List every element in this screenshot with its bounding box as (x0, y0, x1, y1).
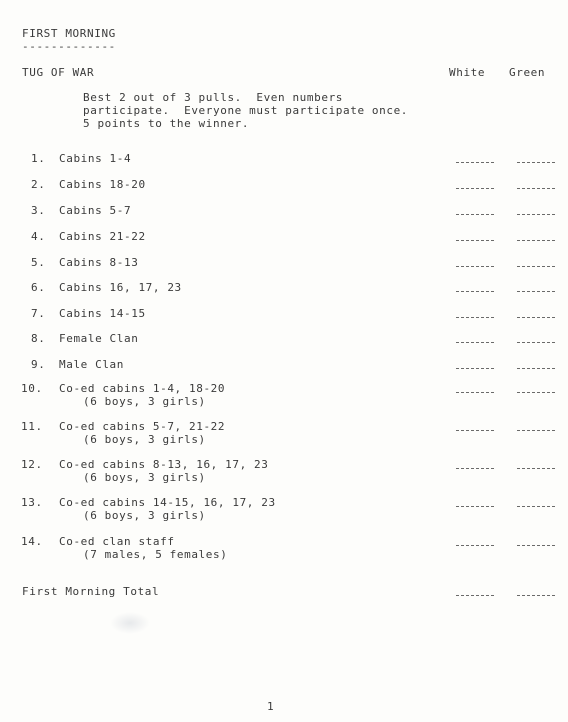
row-label: Co-ed cabins 14-15, 16, 17, 23 (59, 496, 276, 509)
row-sublabel: (6 boys, 3 girls) (83, 471, 206, 484)
row-label: Cabins 1-4 (59, 152, 132, 165)
row-number: 10. (21, 382, 43, 395)
row-label: Male Clan (59, 358, 125, 371)
green-score-blank[interactable] (517, 240, 555, 241)
green-score-blank[interactable] (517, 545, 555, 546)
row-number: 9. (31, 358, 46, 371)
green-score-blank[interactable] (517, 188, 555, 189)
white-score-blank[interactable] (456, 240, 494, 241)
green-score-blank[interactable] (517, 342, 555, 343)
column-header-white: White (449, 66, 486, 79)
row-number: 11. (21, 420, 43, 433)
white-score-blank[interactable] (456, 291, 494, 292)
total-label: First Morning Total (22, 585, 160, 598)
paper-smudge (110, 612, 150, 634)
white-score-blank[interactable] (456, 392, 494, 393)
row-number: 3. (31, 204, 46, 217)
row-sublabel: (6 boys, 3 girls) (83, 433, 206, 446)
white-score-blank[interactable] (456, 162, 494, 163)
white-score-blank[interactable] (456, 214, 494, 215)
row-sublabel: (7 males, 5 females) (83, 548, 228, 561)
row-label: Co-ed cabins 5-7, 21-22 (59, 420, 226, 433)
row-label: Cabins 21-22 (59, 230, 146, 243)
event-description-line: 5 points to the winner. (83, 117, 250, 130)
column-header-green: Green (509, 66, 546, 79)
green-score-blank[interactable] (517, 162, 555, 163)
white-score-blank[interactable] (456, 430, 494, 431)
row-label: Female Clan (59, 332, 139, 345)
green-score-blank[interactable] (517, 468, 555, 469)
green-score-blank[interactable] (517, 214, 555, 215)
row-number: 5. (31, 256, 46, 269)
row-sublabel: (6 boys, 3 girls) (83, 509, 206, 522)
green-score-blank[interactable] (517, 368, 555, 369)
row-label: Cabins 18-20 (59, 178, 146, 191)
row-label: Cabins 5-7 (59, 204, 132, 217)
white-score-blank[interactable] (456, 468, 494, 469)
event-title: TUG OF WAR (22, 66, 95, 79)
row-number: 14. (21, 535, 43, 548)
white-score-blank[interactable] (456, 188, 494, 189)
row-label: Cabins 16, 17, 23 (59, 281, 182, 294)
green-score-blank[interactable] (517, 506, 555, 507)
white-score-blank[interactable] (456, 506, 494, 507)
green-score-blank[interactable] (517, 392, 555, 393)
total-white-blank[interactable] (456, 595, 494, 596)
green-score-blank[interactable] (517, 291, 555, 292)
row-label: Cabins 14-15 (59, 307, 146, 320)
row-label: Cabins 8-13 (59, 256, 139, 269)
row-label: Co-ed cabins 8-13, 16, 17, 23 (59, 458, 269, 471)
page-title: FIRST MORNING (22, 27, 116, 40)
white-score-blank[interactable] (456, 368, 494, 369)
row-number: 4. (31, 230, 46, 243)
row-label: Co-ed clan staff (59, 535, 175, 548)
row-number: 12. (21, 458, 43, 471)
green-score-blank[interactable] (517, 317, 555, 318)
row-number: 6. (31, 281, 46, 294)
row-sublabel: (6 boys, 3 girls) (83, 395, 206, 408)
white-score-blank[interactable] (456, 342, 494, 343)
green-score-blank[interactable] (517, 266, 555, 267)
row-number: 1. (31, 152, 46, 165)
row-number: 8. (31, 332, 46, 345)
event-description-line: participate. Everyone must participate once. (83, 104, 409, 117)
total-green-blank[interactable] (517, 595, 555, 596)
page-number: 1 (267, 700, 275, 713)
page-title-underline: ------------- (22, 40, 116, 53)
row-number: 13. (21, 496, 43, 509)
white-score-blank[interactable] (456, 317, 494, 318)
green-score-blank[interactable] (517, 430, 555, 431)
row-number: 2. (31, 178, 46, 191)
event-description-line: Best 2 out of 3 pulls. Even numbers (83, 91, 344, 104)
row-number: 7. (31, 307, 46, 320)
row-label: Co-ed cabins 1-4, 18-20 (59, 382, 226, 395)
white-score-blank[interactable] (456, 545, 494, 546)
white-score-blank[interactable] (456, 266, 494, 267)
